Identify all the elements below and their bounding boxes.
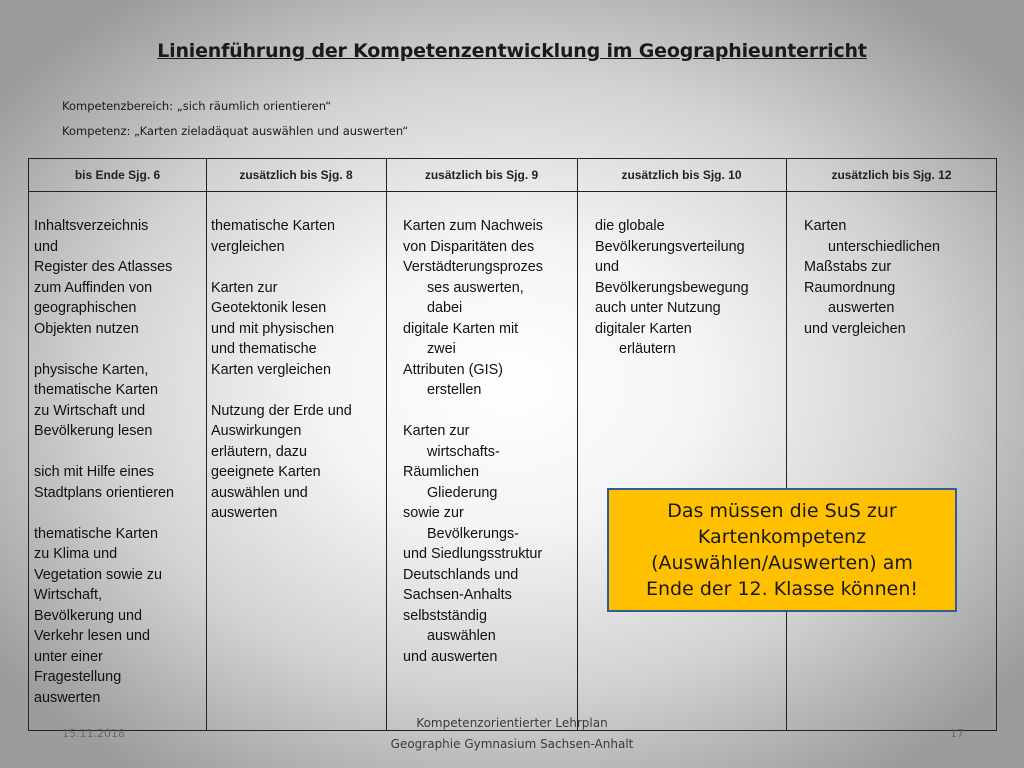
competence-line: Kompetenz: „Karten zieladäquat auswählen und auswerten“: [62, 124, 409, 138]
header-grade-10: zusätzlich bis Sjg. 10: [621, 168, 742, 182]
slide-title: Linienführung der Kompetenzentwicklung im Geographieunterricht: [157, 40, 867, 62]
header-grade-8: zusätzlich bis Sjg. 8: [239, 168, 353, 182]
header-divider: [29, 191, 996, 192]
competence-table: [28, 158, 997, 731]
header-grade-6: bis Ende Sjg. 6: [74, 168, 161, 182]
cell-grade-10: die globale Bevölkerungsverteilung und Bevölkerungsbewegung auch unter Nutzung digitaler Karten erläutern: [595, 218, 749, 357]
cell-grade-12: Karten unterschiedlichen Maßstabs zur Raumordnung auswerten und vergleichen: [804, 218, 940, 337]
footer-page-number: 17: [950, 727, 964, 740]
column-divider: [577, 159, 578, 730]
header-grade-12: zusätzlich bis Sjg. 12: [831, 168, 952, 182]
cell-grade-9: Karten zum Nachweis von Disparitäten des Verstädterungsprozes ses auswerten, dabei digitale Karten mit zwei Attributen (GIS) erstellen Karten zur wirtschafts- Räumlichen Gliederung sowie zur Bevölkerungs- und Siedlungsstruktur Deutschlands und Sachsen-Anhalts selbstständig auswählen und auswerten: [403, 218, 543, 665]
column-divider: [386, 159, 387, 730]
footer-date: 15.11.2018: [62, 727, 125, 740]
callout-text: Das müssen die SuS zur Kartenkompetenz (Auswählen/Auswerten) am Ende der 12. Klasse können!: [646, 500, 918, 600]
competence-area-line: Kompetenzbereich: „sich räumlich orientieren“: [62, 99, 332, 113]
cell-grade-8: thematische Karten vergleichen Karten zur Geotektonik lesen und mit physischen und thematische Karten vergleichen Nutzung der Erde und Auswirkungen erläutern, dazu geeignete Karten auswählen und auswerten: [211, 218, 352, 521]
callout-box: [607, 488, 957, 612]
footer-text: Kompetenzorientierter Lehrplan Geographie Gymnasium Sachsen-Anhalt: [390, 716, 634, 751]
column-divider: [786, 159, 787, 730]
header-grade-9: zusätzlich bis Sjg. 9: [424, 168, 539, 182]
cell-grade-6: Inhaltsverzeichnis und Register des Atlasses zum Auffinden von geographischen Objekten nutzen physische Karten, thematische Karten zu Wirtschaft und Bevölkerung lesen sich mit Hilfe eines Stadtplans orientieren thematische Karten zu Klima und Vegetation sowie zu Wirtschaft, Bevölkerung und Verkehr lesen und unter einer Fragestellung auswerten: [34, 218, 174, 706]
column-divider: [206, 159, 207, 730]
